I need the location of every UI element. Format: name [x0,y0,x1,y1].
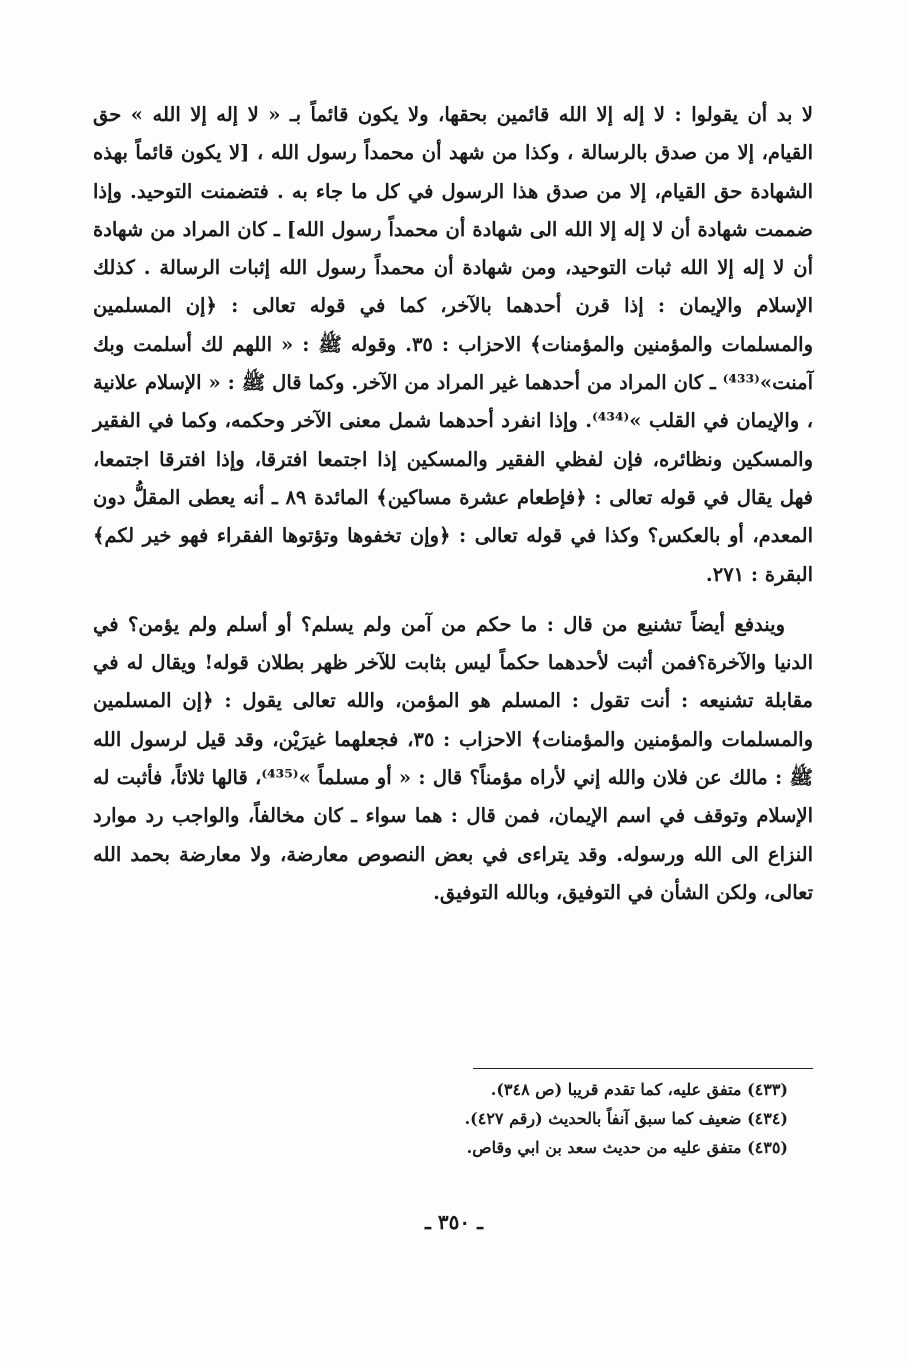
footnote-435: (٤٣٥) متفق عليه من حديث سعد بن ابي وقاص. [466,1138,788,1157]
footnote-434: (٤٣٤) ضعيف كما سبق آنفاً بالحديث (رقم ٤٢٧). [464,1109,788,1128]
footnote-433: (٤٣٣) متفق عليه، كما تقدم قريبا (ص ٣٤٨). [490,1080,788,1099]
paragraph-2: ويندفع أيضاً تشنيع من قال : ما حكم من آمن ولم يسلم؟ أو أسلم ولم يؤمن؟ في الدنيا والآخرة؟فمن أثبت لأحدهما حكماً ليس بثابت للآخر ظهر بطلان قوله! ويقال له في مقابلة تشنيعه : أنت تقول : المسلم هو المؤمن، والله تعالى يقول : ﴿إن المسلمين والمسلمات والمؤمنين والمؤمنات﴾ الاحزاب : ٣٥، فجعلهما غيرَيْن، وقد قيل لرسول الله ﷺ : مالك عن فلان والله إني لأراه مؤمناً؟ قال : « أو مسلماً »⁽⁴³⁵⁾، قالها ثلاثاً، فأثبت له الإسلام وتوقف في اسم الإيمان، فمن قال : هما سواء ـ كان مخالفاً، والواجب رد موارد النزاع الى الله ورسوله. وقد يتراءى في بعض النصوص معارضة، ولا معارضة بحمد الله تعالى، ولكن الشأن في التوفيق، وبالله التوفيق. [93,612,814,904]
page-number: ـ ٣٥٠ ـ [425,1210,483,1234]
footnote-divider [473,1068,813,1069]
paragraph-1: لا بد أن يقولوا : لا إله إلا الله قائمين بحقها، ولا يكون قائماً بـ « لا إله إلا الله » حق القيام، إلا من صدق بالرسالة ، وكذا من شهد أن محمداً رسول الله ، [لا يكون قائماً بهذه الشهادة حق القيام، إلا من صدق هذا الرسول في كل ما جاء به . فتضمنت التوحيد. وإذا ضممت شهادة أن لا إله إلا الله الى شهادة أن محمداً رسول الله] ـ كان المراد من شهادة أن لا إله إلا الله ثبات التوحيد، ومن شهادة أن محمداً رسول الله إثبات الرسالة . كذلك الإسلام والإيمان : إذا قرن أحدهما بالآخر، كما في قوله تعالى : ﴿إن المسلمين والمسلمات والمؤمنين والمؤمنات﴾ الاحزاب : ٣٥. وقوله ﷺ : « اللهم لك أسلمت وبك آمنت»⁽⁴³³⁾ ـ كان المراد من أحدهما غير المراد من الآخر. وكما قال ﷺ : « الإسلام علانية ، والإيمان في القلب »⁽⁴³⁴⁾. وإذا انفرد أحدهما شمل معنى الآخر وحكمه، وكما في الفقير والمسكين ونظائره، فإن لفظي الفقير والمسكين إذا اجتمعا افترقا، وإذا افترقا اجتمعا، فهل يقال في قوله تعالى : ﴿فإطعام عشرة مساكين﴾ المائدة ٨٩ ـ أنه يعطى المقلُّ دون المعدم، أو بالعكس؟ وكذا في قوله تعالى : ﴿وإن تخفوها وتؤتوها الفقراء فهو خير لكم﴾ البقرة : ٢٧١. [93,103,813,586]
footnotes [228,1075,788,1162]
main-text [93,96,813,912]
